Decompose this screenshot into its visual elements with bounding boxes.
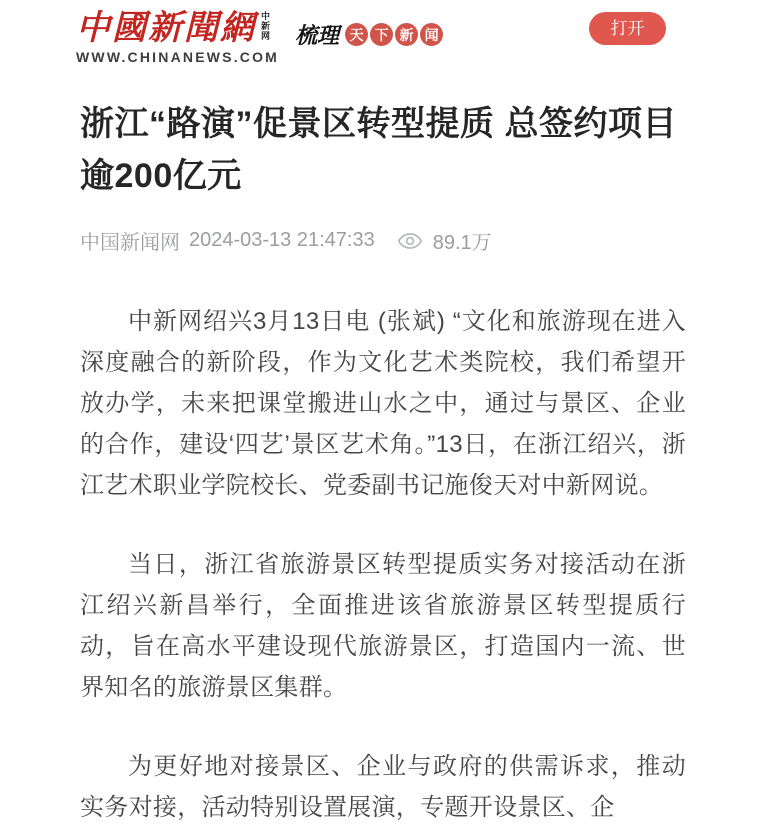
article-paragraph: 中新网绍兴3月13日电 (张斌) “文化和旅游现在进入深度融合的新阶段，作为文化艺术类院校，我们希望开放办学，未来把课堂搬进山水之中，通过与景区、企业的合作，建设‘四艺’景区艺术角。”13日，在浙江绍兴，浙江艺术职业学院校长、党委副书记施俊天对中新网说。	[80, 308, 686, 499]
slogan-tagline	[295, 19, 443, 50]
article-byline	[80, 226, 686, 255]
slogan-seal-char: 天	[345, 23, 368, 46]
slogan-seal-char: 下	[370, 23, 393, 46]
page-title: 浙江“路演”促景区转型提质 总签约项目逾200亿元	[80, 105, 677, 195]
publish-timestamp: 2024-03-13 21:47:33	[189, 229, 375, 251]
article-paragraph: 为更好地对接景区、企业与政府的供需诉求，推动实务对接，活动特别设置展演，专题开设景区、企	[80, 753, 686, 821]
article-body	[80, 301, 686, 828]
slogan-seal-char: 新	[395, 23, 418, 46]
logo-calligraphy-text: 中國新聞網	[76, 8, 256, 48]
slogan-seal-char: 闻	[420, 23, 443, 46]
slogan-calligraphy-text: 梳理	[295, 23, 340, 49]
view-count: 89.1万	[432, 232, 492, 254]
logo-vertical-text: 中新网	[260, 11, 270, 41]
article-paragraph: 当日，浙江省旅游景区转型提质实务对接活动在浙江绍兴新昌举行，全面推进该省旅游景区转型提质行动，旨在高水平建设现代旅游景区，打造国内一流、世界知名的旅游景区集群。	[80, 551, 686, 701]
logo-site-url: WWW.CHINANEWS.COM	[76, 49, 280, 65]
article-content	[0, 98, 766, 828]
site-header	[0, 0, 766, 78]
logo-row	[76, 10, 279, 46]
open-app-button[interactable]: 打开	[589, 12, 666, 45]
chinanews-logo[interactable]	[76, 10, 279, 65]
eye-icon	[397, 232, 423, 250]
source-name: 中国新闻网	[80, 232, 180, 254]
